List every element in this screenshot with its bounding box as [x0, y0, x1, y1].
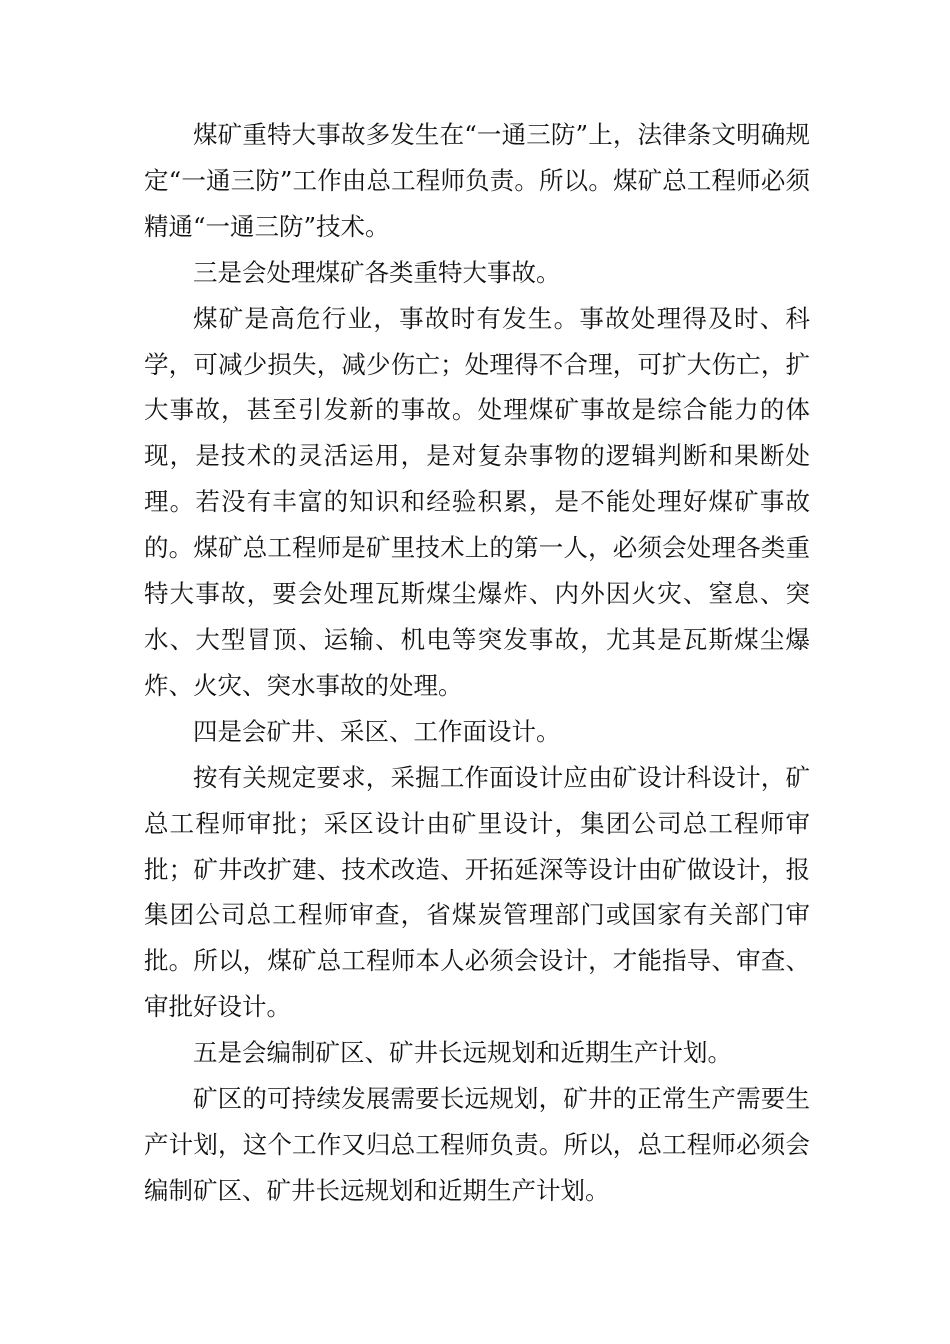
paragraph-one-ventilation: 煤矿重特大事故多发生在“一通三防”上，法律条文明确规定“一通三防”工作由总工程师负责。所以。煤矿总工程师必须精通“一通三防”技术。	[144, 120, 810, 241]
heading-planning: 五是会编制矿区、矿井长远规划和近期生产计划。	[193, 1038, 732, 1068]
paragraph-planning: 矿区的可持续发展需要长远规划，矿井的正常生产需要生产计划，这个工作又归总工程师负责。所以，总工程师必须会编制矿区、矿井长远规划和近期生产计划。	[144, 1084, 810, 1205]
heading-mine-design: 四是会矿井、采区、工作面设计。	[193, 716, 561, 746]
heading-accident-handling: 三是会处理煤矿各类重特大事故。	[193, 257, 561, 287]
document-page	[144, 112, 810, 1214]
paragraph-accident-handling: 煤矿是高危行业，事故时有发生。事故处理得及时、科学，可减少损失，减少伤亡；处理得不合理，可扩大伤亡，扩大事故，甚至引发新的事故。处理煤矿事故是综合能力的体现，是技术的灵活运用，是对复杂事物的逻辑判断和果断处理。若没有丰富的知识和经验积累，是不能处理好煤矿事故的。煤矿总工程师是矿里技术上的第一人，必须会处理各类重特大事故，要会处理瓦斯煤尘爆炸、内外因火灾、窒息、突水、大型冒顶、运输、机电等突发事故，尤其是瓦斯煤尘爆炸、火灾、突水事故的处理。	[144, 303, 810, 700]
paragraph-mine-design: 按有关规定要求，采掘工作面设计应由矿设计科设计，矿总工程师审批；采区设计由矿里设计，集团公司总工程师审批；矿井改扩建、技术改造、开拓延深等设计由矿做设计，报集团公司总工程师审查，省煤炭管理部门或国家有关部门审批。所以，煤矿总工程师本人必须会设计，才能指导、审查、审批好设计。	[144, 762, 810, 1022]
